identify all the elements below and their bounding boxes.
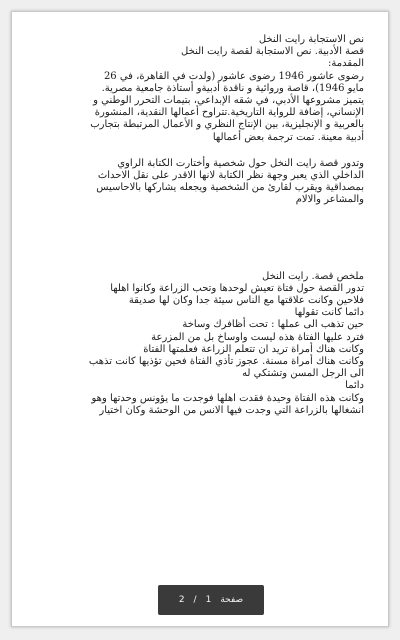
text-line: والمشاعر والالام (295, 194, 364, 206)
text-line: أدبية معينة. تمت ترجمة بعض أعمالها (212, 131, 364, 143)
text-line: بالعربية و الإنجليزية، بين الإنتاج النظري و الأعمال المرتبطة بتجارب (90, 119, 364, 131)
text-line: وكانت هناك أمراة مسنة. عجوز تأذي الفتاة فحين تؤذيها كانت تذهب (88, 356, 364, 368)
text-line: فترد عليها الفتاة هذه ليست واوساخ بل من المزرعة (151, 331, 364, 343)
page-separator: / (193, 595, 197, 605)
text-line: الى الرجل المسن وتشتكي له (242, 368, 364, 380)
text-line: بمصداقية ويقرب لقارئ من الشخصية ويجعله يشاركها بالاحاسيس (96, 182, 364, 194)
text-line: رضوى عاشور 1946 رضوى عاشور (ولدت في القاهرة، في 26 (103, 70, 364, 82)
page-current: 1 (205, 595, 212, 605)
paragraph-gap (32, 144, 364, 158)
text-line: انشغالها بالزراعة التي وجدت فيها الانس من الوحشة وكان اختيار (99, 404, 364, 416)
text-line: الإنساني، إضافة للرواية التاريخية.تتراوح أعمالها النقدية، المنشورة (94, 107, 364, 119)
text-line: الداخلي الذي يعبر وجهة نظر الكتابة لانها الاقدر على نقل الاحداث (97, 170, 364, 182)
text-line: تدور القصة حول فتاة تعيش لوحدها وتحب الزراعة وكانوا اهلها (110, 282, 364, 294)
text-line: فلاحين وكانت علاقتها مع الناس سيئة جدا وكان لها صديقة (128, 295, 364, 307)
document-title: نص الاستجابة رايت النخل (258, 34, 364, 45)
text-line: دائما كانت تقولها (294, 307, 364, 319)
text-line: وكانت هناك أمراة تريد ان تتعلم الزراعة فعلمتها الفتاة (143, 343, 364, 355)
page-total: 2 (178, 595, 185, 605)
section-heading-introduction: المقدمة: (327, 58, 364, 70)
document-body (32, 34, 364, 417)
document-subtitle: قصة الأدبية. نص الاستجابة لقصة رايت النخل (181, 46, 364, 58)
text-line: حين تذهب الى عملها : تحت أظافرك وساخة (182, 319, 364, 331)
page-indicator[interactable] (158, 585, 264, 615)
paragraph-gap (32, 207, 364, 271)
text-line: يتميز مشروعها الأدبي، في شقه الإبداعي، بتيمات التحرر الوطني و (93, 95, 364, 107)
document-page (11, 11, 389, 627)
text-line: دائما (345, 380, 364, 392)
page-label: صفحة (220, 595, 244, 605)
text-line: مايو 1946)، قاصة وروائية و ناقدة أدبيةو أستاذة جامعية مصرية. (101, 82, 364, 94)
text-line: وكانت هذه الفتاة وحيدة فقدت اهلها فوجدت ما يؤونس وحدتها وهو (91, 392, 364, 404)
section-heading-summary: ملخص قصة. رايت النخل (262, 270, 364, 282)
text-line: وتدور قصة رايت النخل حول شخصية وأختارت الكتابة الراوي (117, 157, 364, 169)
